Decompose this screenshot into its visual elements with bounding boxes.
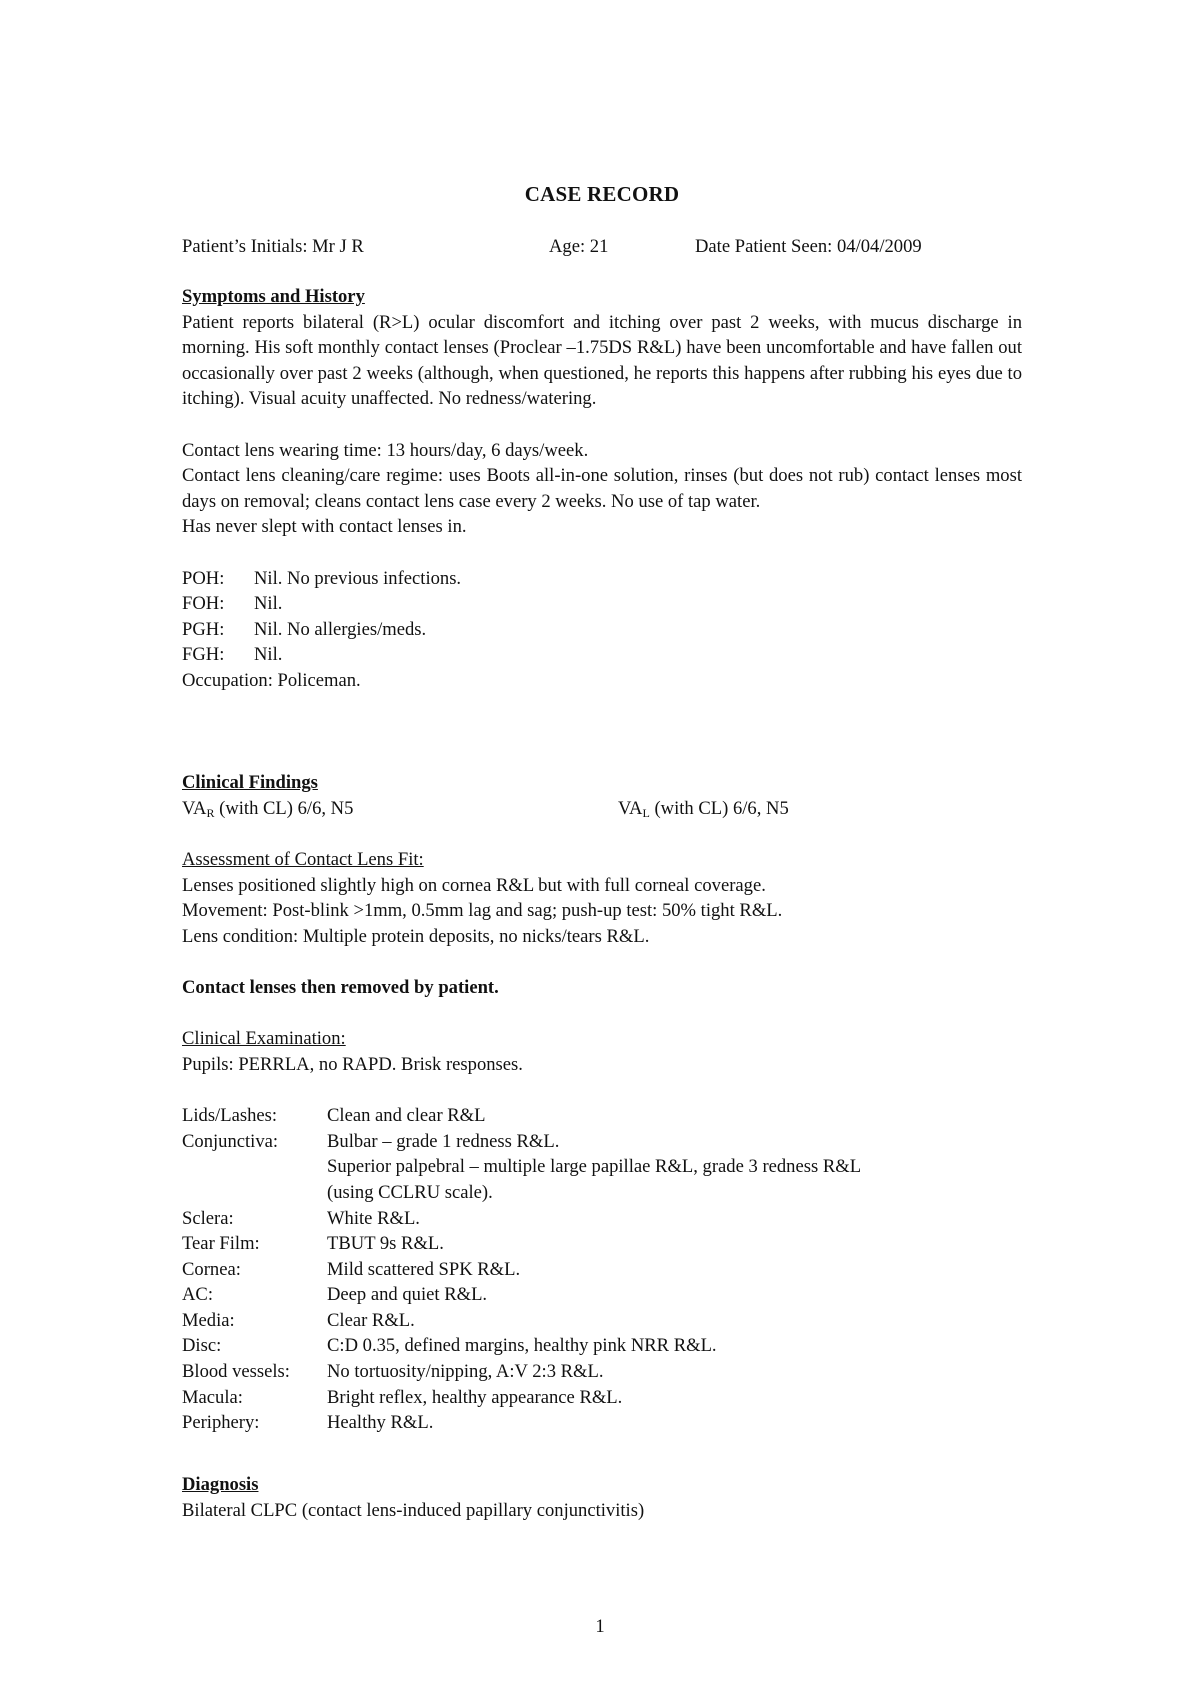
symptoms-section bbox=[182, 284, 1022, 694]
slept-note: Has never slept with contact lenses in. bbox=[182, 516, 467, 538]
exam-row: (using CCLRU scale). bbox=[327, 1181, 493, 1203]
va-left: $VA_L$ (with CL) 6/6, N5 bbox=[618, 797, 789, 820]
exam-row: Lids/Lashes: Clean and clear R&L bbox=[182, 1105, 486, 1127]
exam-row: Disc: C:D 0.35, defined margins, healthy pink NRR R&L. bbox=[182, 1335, 717, 1357]
exam-row: AC: Deep and quiet R&L. bbox=[182, 1284, 488, 1306]
va-right: $VA_R$ (with CL) 6/6, N5 bbox=[182, 797, 354, 820]
patient-age: Age: 21 bbox=[549, 236, 609, 257]
diagnosis-text: Bilateral CLPC (contact lens-induced papillary conjunctivitis) bbox=[182, 1499, 645, 1521]
wearing-time: Contact lens wearing time: 13 hours/day, 6 days/week. bbox=[182, 439, 589, 461]
fit-line: Lenses positioned slightly high on cornea R&L but with full corneal coverage. bbox=[182, 874, 766, 896]
pupils-line: Pupils: PERRLA, no RAPD. Brisk responses. bbox=[182, 1053, 523, 1075]
fit-heading: Assessment of Contact Lens Fit: bbox=[182, 849, 424, 871]
fit-line: Movement: Post-blink >1mm, 0.5mm lag and sag; push-up test: 50% tight R&L. bbox=[182, 900, 783, 922]
document-title: CASE RECORD bbox=[524, 182, 680, 206]
history-row: PGH: Nil. No allergies/meds. bbox=[182, 618, 427, 640]
exam-row: Sclera: White R&L. bbox=[182, 1207, 420, 1229]
history-row: FGH: Nil. bbox=[182, 644, 283, 666]
exam-row: Superior palpebral – multiple large papillae R&L, grade 3 redness R&L bbox=[327, 1156, 862, 1178]
exam-row: Tear Film: TBUT 9s R&L. bbox=[182, 1233, 444, 1255]
lenses-removed-note: Contact lenses then removed by patient. bbox=[182, 977, 499, 999]
exam-row: Periphery: Healthy R&L. bbox=[182, 1412, 434, 1434]
visual-acuity-row bbox=[182, 796, 1022, 822]
exam-row: Media: Clear R&L. bbox=[182, 1309, 415, 1331]
patient-initials: Patient’s Initials: Mr J R bbox=[182, 236, 364, 257]
exam-row: Macula: Bright reflex, healthy appearance R&L. bbox=[182, 1386, 623, 1408]
diagnosis-heading: Diagnosis bbox=[182, 1474, 259, 1495]
fit-line: Lens condition: Multiple protein deposits, no nicks/tears R&L. bbox=[182, 925, 650, 947]
clinical-section bbox=[182, 770, 1022, 1436]
clinical-heading: Clinical Findings bbox=[182, 772, 318, 793]
occupation: Occupation: Policeman. bbox=[182, 669, 361, 691]
history-row: POH: Nil. No previous infections. bbox=[182, 567, 462, 589]
diagnosis-section bbox=[182, 1472, 1022, 1523]
exam-row: Cornea: Mild scattered SPK R&L. bbox=[182, 1258, 521, 1280]
symptoms-paragraph: Patient reports bilateral (R>L) ocular discomfort and itching over past 2 weeks, with mucus discharge in morning. His soft monthly contact lenses (Proclear –1.75DS R&L) have been uncomfortable and have fallen out occasionally over past 2 weeks (although, when questioned, he reports this happens after rubbing his eyes due to itching). Visual acuity unaffected. No redness/watering. bbox=[182, 311, 1022, 410]
care-regime: Contact lens cleaning/care regime: uses Boots all-in-one solution, rinses (but does not rub) contact lenses most days on removal; cleans contact lens case every 2 weeks. No use of tap water. bbox=[182, 465, 1022, 512]
page-number: 1 bbox=[595, 1616, 605, 1637]
patient-header bbox=[182, 234, 1022, 260]
history-row: FOH: Nil. bbox=[182, 593, 283, 615]
exam-row: Blood vessels: No tortuosity/nipping, A:V 2:3 R&L. bbox=[182, 1361, 604, 1383]
exam-row: Conjunctiva: Bulbar – grade 1 redness R&L. bbox=[182, 1130, 560, 1152]
symptoms-heading: Symptoms and History bbox=[182, 286, 365, 307]
exam-heading: Clinical Examination: bbox=[182, 1028, 346, 1050]
date-seen: Date Patient Seen: 04/04/2009 bbox=[695, 236, 922, 257]
